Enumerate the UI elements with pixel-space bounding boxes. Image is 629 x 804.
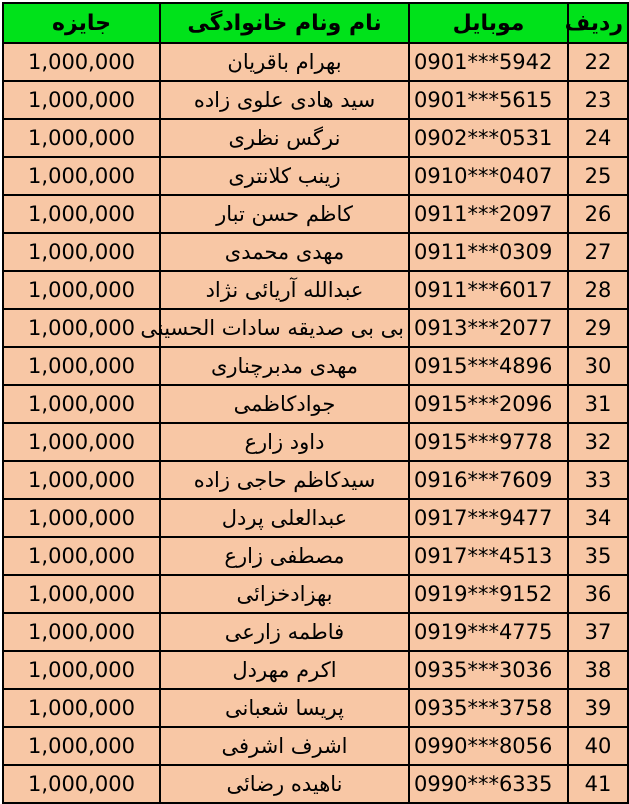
table-row xyxy=(3,499,628,537)
row-number-cell: 41 xyxy=(568,765,628,803)
mobile-cell: 0901***5942 xyxy=(409,43,568,81)
table-row xyxy=(3,309,628,347)
row-number-cell: 26 xyxy=(568,195,628,233)
prize-cell: 1,000,000 xyxy=(3,689,160,727)
mobile-cell: 0911***2097 xyxy=(409,195,568,233)
name-cell: بهزادخزائی xyxy=(160,575,409,613)
header-row xyxy=(3,3,628,43)
table-row xyxy=(3,195,628,233)
name-cell: زینب کلانتری xyxy=(160,157,409,195)
prize-cell: 1,000,000 xyxy=(3,727,160,765)
name-cell: ناهیده رضائی xyxy=(160,765,409,803)
prize-cell: 1,000,000 xyxy=(3,347,160,385)
prize-cell: 1,000,000 xyxy=(3,613,160,651)
prize-cell: 1,000,000 xyxy=(3,157,160,195)
table-row xyxy=(3,689,628,727)
table-row xyxy=(3,423,628,461)
name-cell: مهدی مدبرچناری xyxy=(160,347,409,385)
mobile-cell: 0916***7609 xyxy=(409,461,568,499)
prize-cell: 1,000,000 xyxy=(3,765,160,803)
name-cell: مصطفی زارع xyxy=(160,537,409,575)
winners-table xyxy=(2,2,629,804)
mobile-cell: 0913***2077 xyxy=(409,309,568,347)
prize-cell: 1,000,000 xyxy=(3,385,160,423)
table-row xyxy=(3,727,628,765)
name-cell: سید هادی علوی زاده xyxy=(160,81,409,119)
name-cell: اکرم مهردل xyxy=(160,651,409,689)
table-row xyxy=(3,575,628,613)
name-cell: نرگس نظری xyxy=(160,119,409,157)
table-row xyxy=(3,81,628,119)
name-cell: جوادکاظمی xyxy=(160,385,409,423)
row-number-cell: 29 xyxy=(568,309,628,347)
header-prize: جایزه xyxy=(3,3,160,43)
row-number-cell: 37 xyxy=(568,613,628,651)
header-mobile: موبایل xyxy=(409,3,568,43)
mobile-cell: 0935***3036 xyxy=(409,651,568,689)
table-row xyxy=(3,119,628,157)
mobile-cell: 0915***2096 xyxy=(409,385,568,423)
mobile-cell: 0910***0407 xyxy=(409,157,568,195)
prize-cell: 1,000,000 xyxy=(3,119,160,157)
table-row xyxy=(3,347,628,385)
mobile-cell: 0917***4513 xyxy=(409,537,568,575)
row-number-cell: 27 xyxy=(568,233,628,271)
prize-cell: 1,000,000 xyxy=(3,461,160,499)
table-row xyxy=(3,271,628,309)
prize-cell: 1,000,000 xyxy=(3,195,160,233)
prize-cell: 1,000,000 xyxy=(3,271,160,309)
table-row xyxy=(3,613,628,651)
mobile-cell: 0919***4775 xyxy=(409,613,568,651)
row-number-cell: 28 xyxy=(568,271,628,309)
mobile-cell: 0911***6017 xyxy=(409,271,568,309)
row-number-cell: 31 xyxy=(568,385,628,423)
table-row xyxy=(3,233,628,271)
prize-cell: 1,000,000 xyxy=(3,43,160,81)
row-number-cell: 32 xyxy=(568,423,628,461)
prize-cell: 1,000,000 xyxy=(3,499,160,537)
row-number-cell: 40 xyxy=(568,727,628,765)
table-row xyxy=(3,157,628,195)
mobile-cell: 0901***5615 xyxy=(409,81,568,119)
row-number-cell: 24 xyxy=(568,119,628,157)
mobile-cell: 0935***3758 xyxy=(409,689,568,727)
prize-cell: 1,000,000 xyxy=(3,651,160,689)
prize-cell: 1,000,000 xyxy=(3,537,160,575)
table-row xyxy=(3,43,628,81)
name-cell: اشرف اشرفی xyxy=(160,727,409,765)
table-header xyxy=(3,3,628,43)
name-cell: کاظم حسن تبار xyxy=(160,195,409,233)
row-number-cell: 22 xyxy=(568,43,628,81)
name-cell: مهدی محمدی xyxy=(160,233,409,271)
table-row xyxy=(3,765,628,803)
mobile-cell: 0915***4896 xyxy=(409,347,568,385)
header-name: نام ونام خانوادگی xyxy=(160,3,409,43)
header-row-number: ردیف xyxy=(568,3,628,43)
mobile-cell: 0902***0531 xyxy=(409,119,568,157)
name-cell: عبدالعلی پردل xyxy=(160,499,409,537)
name-cell: داود زارع xyxy=(160,423,409,461)
mobile-cell: 0917***9477 xyxy=(409,499,568,537)
row-number-cell: 36 xyxy=(568,575,628,613)
name-cell: پریسا شعبانی xyxy=(160,689,409,727)
name-cell: بی بی صدیقه سادات الحسینی xyxy=(160,309,409,347)
name-cell: بهرام باقریان xyxy=(160,43,409,81)
row-number-cell: 38 xyxy=(568,651,628,689)
prize-cell: 1,000,000 xyxy=(3,81,160,119)
row-number-cell: 39 xyxy=(568,689,628,727)
prize-cell: 1,000,000 xyxy=(3,233,160,271)
row-number-cell: 34 xyxy=(568,499,628,537)
prize-cell: 1,000,000 xyxy=(3,575,160,613)
mobile-cell: 0915***9778 xyxy=(409,423,568,461)
table-row xyxy=(3,537,628,575)
name-cell: عبدالله آریائی نژاد xyxy=(160,271,409,309)
table-row xyxy=(3,385,628,423)
row-number-cell: 25 xyxy=(568,157,628,195)
row-number-cell: 33 xyxy=(568,461,628,499)
name-cell: فاطمه زارعی xyxy=(160,613,409,651)
name-cell: سیدکاظم حاجی زاده xyxy=(160,461,409,499)
mobile-cell: 0990***6335 xyxy=(409,765,568,803)
mobile-cell: 0911***0309 xyxy=(409,233,568,271)
row-number-cell: 30 xyxy=(568,347,628,385)
mobile-cell: 0990***8056 xyxy=(409,727,568,765)
row-number-cell: 23 xyxy=(568,81,628,119)
mobile-cell: 0919***9152 xyxy=(409,575,568,613)
table-row xyxy=(3,651,628,689)
table-row xyxy=(3,461,628,499)
prize-cell: 1,000,000 xyxy=(3,309,160,347)
prize-cell: 1,000,000 xyxy=(3,423,160,461)
table-body xyxy=(3,43,628,803)
row-number-cell: 35 xyxy=(568,537,628,575)
